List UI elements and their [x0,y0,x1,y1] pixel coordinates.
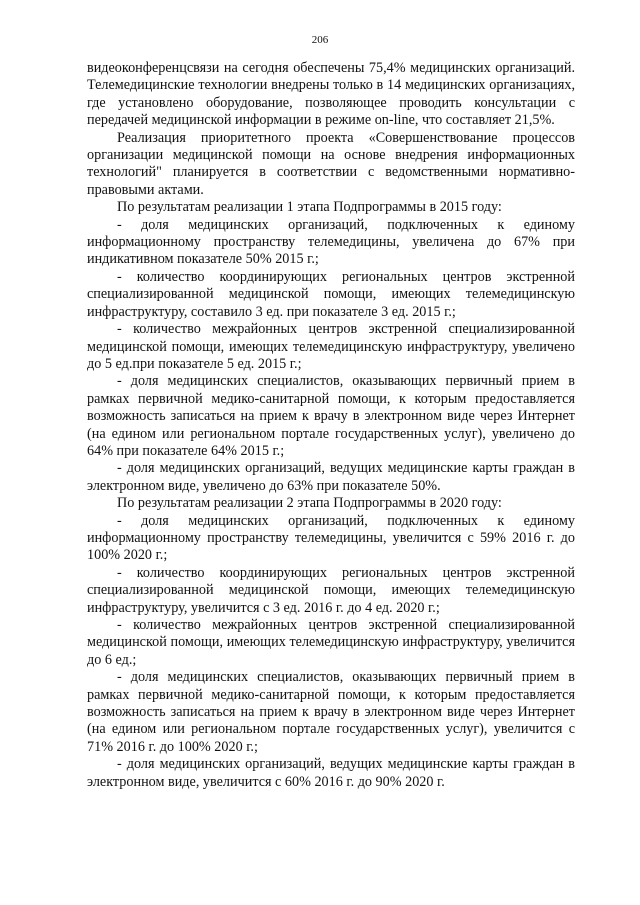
list-item: - доля медицинских специалистов, оказывающих первичный прием в рамках первичной медико-санитарной помощи, к которым предоставляется возможность записаться на прием к врачу в электронном виде через Интернет (на едином или региональном портале государственных услуг), увеличено до 64% при показателе 64% 2015 г.; [87,373,575,459]
list-item: - количество координирующих региональных центров экстренной специализированной медицинской помощи, имеющих телемедицинскую инфраструктуру, составило 3 ед. при показателе 3 ед. 2015 г.; [87,268,575,320]
list-item: - количество межрайонных центров экстренной специализированной медицинской помощи, имеющих телемедицинскую инфраструктуру, увеличено до 5 ед.при показателе 5 ед. 2015 г.; [87,321,575,372]
paragraph-stage1-heading: По результатам реализации 1 этапа Подпрограммы в 2015 году: [117,199,502,216]
body-text [87,60,575,791]
paragraph-priority-project: Реализация приоритетного проекта «Совершенствование процессов организации медицинской помощи на основе внедрения информационных технологий" планируется в соответствии с ведомственными нормативно-правовыми актами. [87,129,575,198]
list-item: - доля медицинских специалистов, оказывающих первичный прием в рамках первичной медико-санитарной помощи, к которым предоставляется возможность записаться на прием к врачу в электронном виде через Интернет (на едином или региональном портале государственных услуг), увеличится с 71% 2016 г. до 100% 2020 г.; [87,669,575,755]
list-item: - доля медицинских организаций, ведущих медицинские карты граждан в электронном виде, увеличится с 60% 2016 г. до 90% 2020 г. [87,756,575,790]
list-item: - доля медицинских организаций, подключенных к единому информационному пространству телемедицины, увеличена до 67% при индикативном показателе 50% 2015 г.; [87,216,575,268]
list-item: - количество координирующих региональных центров экстренной специализированной медицинской помощи, имеющих телемедицинскую инфраструктуру, увеличится с 3 ед. 2016 г. до 4 ед. 2020 г.; [87,564,575,616]
list-item: - доля медицинских организаций, подключенных к единому информационному пространству телемедицины, увеличится с 59% 2016 г. до 100% 2020 г.; [87,512,575,564]
page-number: 206 [311,34,329,46]
paragraph-continuation: видеоконференцсвязи на сегодня обеспечены 75,4% медицинских организаций. Телемедицинские технологии внедрены только в 14 медицинских организациях, где установлено оборудование, позволяющее проводить консультации с передачей медицинской информации в режиме on-line, что составляет 21,5%. [87,60,575,129]
paragraph-stage2-heading: По результатам реализации 2 этапа Подпрограммы в 2020 году: [117,495,502,512]
list-item: - количество межрайонных центров экстренной специализированной медицинской помощи, имеющих телемедицинскую инфраструктуру, увеличится до 6 ед.; [87,617,575,668]
list-item: - доля медицинских организаций, ведущих медицинские карты граждан в электронном виде, увеличено до 63% при показателе 50%. [87,460,575,494]
